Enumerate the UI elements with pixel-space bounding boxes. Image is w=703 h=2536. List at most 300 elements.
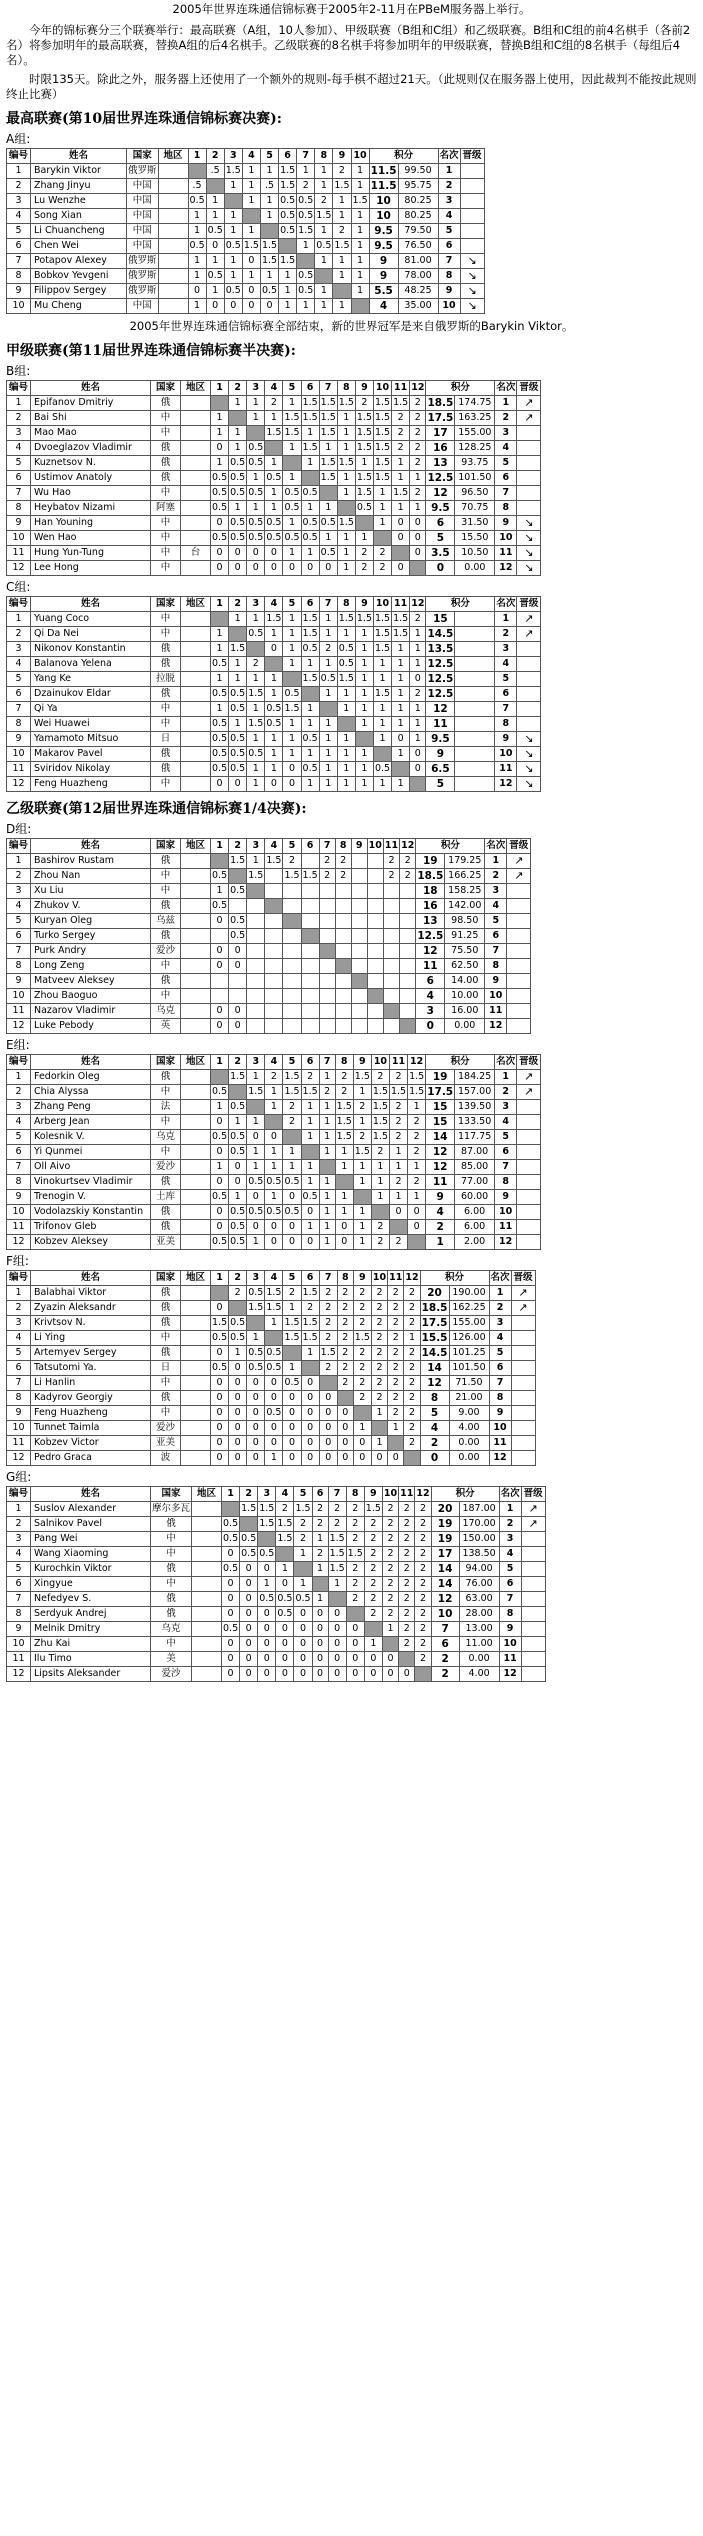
header-opponent: 11 (392, 381, 410, 396)
result-cell: 1 (373, 501, 391, 516)
player-tiebreak: 35.00 (398, 299, 438, 314)
player-country: 俄 (151, 1301, 181, 1316)
result-cell: 0.5 (211, 1331, 229, 1346)
player-region (181, 672, 211, 687)
promotion-arrow-icon: ↗ (521, 1517, 545, 1532)
result-cell: 2 (353, 1346, 371, 1361)
table-row (7, 627, 541, 642)
player-country: 土库 (151, 1190, 181, 1205)
player-tiebreak (455, 687, 495, 702)
result-cell: 0.5 (247, 1286, 265, 1301)
result-cell: 0 (211, 914, 229, 929)
result-cell: 2 (408, 1130, 426, 1145)
result-cell: 1 (229, 501, 247, 516)
table-row (7, 702, 541, 717)
player-country: 俄 (151, 1517, 192, 1532)
result-cell: 0 (319, 1391, 337, 1406)
player-no: 12 (7, 1451, 31, 1466)
player-points: 10 (431, 1607, 459, 1622)
result-cell: 1 (265, 1316, 283, 1331)
player-points: 12.5 (417, 930, 444, 942)
player-name: Pang Wei (31, 1532, 151, 1547)
player-region (192, 1517, 222, 1532)
self-cell (276, 1547, 294, 1562)
result-cell: 0 (328, 1607, 346, 1622)
player-name: Sviridov Nikolay (31, 762, 151, 777)
header-opponent: 8 (346, 1487, 364, 1502)
player-name: Feng Huazheng (31, 1406, 151, 1421)
header-opponent: 11 (383, 839, 399, 854)
result-cell: 2 (247, 657, 265, 672)
promotion-arrow-icon (521, 1577, 545, 1592)
result-cell (319, 929, 335, 944)
result-cell: 1.5 (373, 426, 391, 441)
result-cell: 2 (265, 396, 283, 411)
player-region (181, 1301, 211, 1316)
result-cell: 0 (388, 1451, 404, 1466)
result-cell: 2 (399, 1532, 415, 1547)
header-opponent: 11 (388, 1271, 404, 1286)
result-cell: 2 (319, 869, 335, 884)
result-cell: 0 (258, 1652, 276, 1667)
result-cell: 0.5 (229, 747, 247, 762)
player-tiebreak: 13.00 (459, 1622, 499, 1637)
self-cell (283, 672, 301, 687)
result-cell: 0 (211, 1019, 229, 1034)
result-cell: 1.5 (265, 854, 283, 869)
player-region (158, 269, 188, 284)
result-cell: 0 (392, 516, 410, 531)
result-cell: 2 (400, 854, 416, 869)
result-cell: 2 (346, 1532, 364, 1547)
result-cell (335, 944, 351, 959)
player-country: 波 (151, 1451, 181, 1466)
player-region (181, 1160, 211, 1175)
result-cell: 1.5 (260, 254, 278, 269)
player-rank: 12 (485, 1019, 507, 1034)
player-points: 12.5 (427, 673, 454, 685)
header-region: 地区 (158, 149, 188, 164)
player-name: Balabhai Viktor (31, 1286, 151, 1301)
result-cell: 2 (335, 854, 351, 869)
table-row (7, 914, 531, 929)
result-cell: 1 (211, 642, 229, 657)
result-cell: 1 (351, 209, 369, 224)
result-cell: 1 (301, 1100, 319, 1115)
self-cell (265, 1331, 283, 1346)
result-cell: 0 (410, 672, 426, 687)
player-region (192, 1622, 222, 1637)
player-country: 中 (151, 1637, 192, 1652)
player-name: Ilu Timo (31, 1652, 151, 1667)
standings-table (6, 596, 541, 792)
player-country: 中 (151, 411, 181, 426)
result-cell (319, 974, 335, 989)
result-cell: 1 (319, 657, 337, 672)
table-row (7, 209, 485, 224)
result-cell: 0 (410, 546, 426, 561)
table-row (7, 747, 541, 762)
result-cell: 0 (276, 1637, 294, 1652)
result-cell: 2 (337, 1301, 353, 1316)
player-tiebreak (455, 747, 495, 762)
result-cell (400, 959, 416, 974)
result-cell: 0 (294, 1622, 312, 1637)
player-region (158, 254, 188, 269)
result-cell: 0 (265, 642, 283, 657)
result-cell (319, 959, 335, 974)
result-cell: 0 (346, 1652, 364, 1667)
result-cell: 0 (247, 1436, 265, 1451)
result-cell: 1 (373, 672, 391, 687)
player-tiebreak: 166.25 (445, 869, 485, 884)
result-cell: 2 (335, 1070, 353, 1085)
result-cell: 1.5 (283, 1070, 301, 1085)
result-cell: 1.5 (371, 1100, 389, 1115)
result-cell: 0 (240, 1607, 258, 1622)
table-row (7, 1502, 546, 1517)
header-rank: 名次 (495, 381, 517, 396)
player-country: 爱沙 (151, 944, 181, 959)
player-region (181, 732, 211, 747)
result-cell: 1 (283, 396, 301, 411)
player-points: 11 (426, 717, 455, 732)
player-rank: 4 (495, 441, 517, 456)
promotion-arrow-icon (517, 642, 541, 657)
player-tiebreak: 162.25 (449, 1301, 489, 1316)
player-points: 13 (416, 914, 445, 929)
promotion-arrow-icon (517, 672, 541, 687)
header-opponent: 7 (297, 149, 315, 164)
result-cell: 1 (353, 1175, 371, 1190)
result-cell: 2 (319, 1331, 337, 1346)
header-country: 国家 (151, 1487, 192, 1502)
header-promo: 晋级 (517, 381, 541, 396)
result-cell: 2 (389, 1130, 407, 1145)
player-rank: 1 (485, 854, 507, 869)
self-cell (229, 1085, 247, 1100)
result-cell: 1 (337, 777, 355, 792)
result-cell: 0 (258, 1667, 276, 1682)
player-country: 俄 (151, 1391, 181, 1406)
result-cell: 1 (392, 642, 410, 657)
result-cell (367, 944, 383, 959)
result-cell (400, 944, 416, 959)
result-cell: 2 (364, 1547, 382, 1562)
player-tiebreak (455, 702, 495, 717)
player-tiebreak: 31.50 (455, 516, 495, 531)
result-cell: 1.5 (301, 612, 319, 627)
header-row (7, 1271, 536, 1286)
section-title: 最高联赛(第10届世界连珠通信锦标赛决赛): (6, 111, 282, 127)
player-name: Bobkov Yevgeni (31, 269, 127, 284)
table-row (7, 959, 531, 974)
result-cell: 1 (211, 411, 229, 426)
result-cell (283, 1019, 301, 1034)
result-cell (383, 959, 399, 974)
result-cell: 2 (371, 1331, 387, 1346)
result-cell: 2 (389, 1100, 407, 1115)
result-cell: 2 (410, 396, 426, 411)
self-cell (265, 899, 283, 914)
header-name: 姓名 (31, 149, 127, 164)
promotion-arrow-icon (521, 1652, 545, 1667)
result-cell (319, 1004, 335, 1019)
result-cell: 1 (355, 642, 373, 657)
result-cell: 1 (265, 762, 283, 777)
player-no: 5 (7, 1562, 31, 1577)
result-cell: 0.5 (247, 627, 265, 642)
player-points: 19 (431, 1532, 459, 1547)
table-row (7, 1220, 541, 1235)
player-country: 俄 (151, 1592, 192, 1607)
result-cell: 1 (337, 531, 355, 546)
result-cell: 2 (382, 1562, 398, 1577)
player-tiebreak: 63.00 (459, 1592, 499, 1607)
header-opponent: 12 (408, 1055, 426, 1070)
result-cell: 0 (276, 1577, 294, 1592)
self-cell (265, 441, 283, 456)
result-cell: 1.5 (373, 627, 391, 642)
result-cell: 1.5 (392, 612, 410, 627)
result-cell: 0 (229, 777, 247, 792)
result-cell: 2 (371, 1361, 387, 1376)
player-no: 9 (7, 516, 31, 531)
result-cell: 1 (408, 1160, 426, 1175)
promotion-arrow-icon (507, 1019, 531, 1034)
player-name: Fedorkin Oleg (31, 1070, 151, 1085)
table-row (7, 1070, 541, 1085)
result-cell: 2 (333, 224, 351, 239)
result-cell: 1 (392, 777, 410, 792)
player-tiebreak: 0.00 (445, 1019, 485, 1034)
result-cell: 1 (353, 1115, 371, 1130)
player-country: 俄 (151, 687, 181, 702)
result-cell: 1.5 (353, 1331, 371, 1346)
result-cell: 0.5 (211, 1361, 229, 1376)
player-points: 10 (369, 194, 398, 209)
result-cell: 1 (229, 396, 247, 411)
result-cell: 0 (211, 959, 229, 974)
player-points: 4 (420, 1421, 449, 1436)
result-cell: 0.5 (211, 1130, 229, 1145)
result-cell: 2 (404, 1406, 420, 1421)
player-tiebreak: 138.50 (459, 1547, 499, 1562)
result-cell: 1 (351, 284, 369, 299)
result-cell: 1.5 (335, 1115, 353, 1130)
player-no: 8 (7, 269, 31, 284)
result-cell (265, 959, 283, 974)
player-tiebreak: 94.00 (459, 1562, 499, 1577)
result-cell: 0.5 (265, 1175, 283, 1190)
result-cell: 1 (229, 1190, 247, 1205)
player-name: Oll Aivo (31, 1160, 151, 1175)
result-cell: 2 (388, 1346, 404, 1361)
result-cell: 1 (364, 1637, 382, 1652)
player-country: 俄 (151, 899, 181, 914)
result-cell: 0 (247, 1421, 265, 1436)
result-cell: 1 (335, 1145, 353, 1160)
result-cell: 2 (410, 486, 426, 501)
player-points: 15 (426, 1115, 455, 1130)
player-region (181, 456, 211, 471)
result-cell: 1 (408, 1100, 426, 1115)
result-cell: 1 (206, 284, 224, 299)
player-points: 4 (369, 299, 398, 314)
header-opponent: 5 (283, 597, 301, 612)
result-cell: 1.5 (373, 411, 391, 426)
self-cell (337, 1391, 353, 1406)
result-cell: 0.5 (229, 1205, 247, 1220)
player-country: 中国 (127, 239, 159, 254)
result-cell: 1 (188, 269, 206, 284)
group-label: G组: (6, 1470, 32, 1484)
result-cell: 0 (211, 561, 229, 576)
result-cell: 1 (242, 194, 260, 209)
result-cell: 1 (188, 209, 206, 224)
result-cell (283, 884, 301, 899)
result-cell: 1.5 (371, 1130, 389, 1145)
header-opponent: 4 (265, 597, 283, 612)
player-tiebreak: 48.25 (398, 284, 438, 299)
player-name: Xu Liu (31, 884, 151, 899)
result-cell: 1 (388, 1421, 404, 1436)
promotion-arrow-icon (511, 1361, 535, 1376)
result-cell: 2 (399, 1502, 415, 1517)
player-tiebreak: 70.75 (455, 501, 495, 516)
result-cell: 1 (211, 627, 229, 642)
self-cell (410, 777, 426, 792)
table-row (7, 1004, 531, 1019)
result-cell: 1 (247, 471, 265, 486)
result-cell: 0 (312, 1637, 328, 1652)
result-cell: 1 (279, 284, 297, 299)
header-opponent: 10 (371, 1055, 389, 1070)
group-label: C组: (6, 580, 31, 594)
header-opponent: 6 (312, 1487, 328, 1502)
player-name: Lee Hong (31, 561, 151, 576)
player-country: 中 (151, 486, 181, 501)
result-cell: 0.5 (279, 209, 297, 224)
result-cell: 1 (351, 164, 369, 179)
self-cell (229, 869, 247, 884)
result-cell (301, 989, 319, 1004)
result-cell: 0.5 (297, 209, 315, 224)
self-cell (333, 284, 351, 299)
player-no: 3 (7, 194, 31, 209)
player-tiebreak: 10.00 (445, 989, 485, 1004)
table-row (7, 612, 541, 627)
result-cell: 1 (319, 687, 337, 702)
player-tiebreak: 158.25 (445, 884, 485, 899)
header-promo: 晋级 (511, 1271, 535, 1286)
table-row (7, 1160, 541, 1175)
result-cell (247, 944, 265, 959)
self-cell (265, 657, 283, 672)
player-rank: 9 (489, 1406, 511, 1421)
player-points: 17.5 (427, 412, 454, 424)
table-row (7, 1637, 546, 1652)
header-opponent: 7 (319, 1271, 337, 1286)
header-rank: 名次 (485, 839, 507, 854)
result-cell (301, 899, 319, 914)
table-row (7, 194, 485, 209)
result-cell: 1 (355, 717, 373, 732)
table-row (7, 239, 485, 254)
player-name: Han Youning (31, 516, 151, 531)
result-cell: 1 (389, 1160, 407, 1175)
player-country: 乌克 (151, 1622, 192, 1637)
header-rank: 名次 (495, 1055, 517, 1070)
player-region (158, 209, 188, 224)
result-cell: 0.5 (279, 224, 297, 239)
player-rank: 10 (499, 1637, 521, 1652)
player-rank: 9 (495, 732, 517, 747)
result-cell: 0.5 (265, 702, 283, 717)
result-cell: 0 (211, 1145, 229, 1160)
result-cell: 0 (247, 1451, 265, 1466)
player-name: Turko Sergey (31, 929, 151, 944)
result-cell (229, 974, 247, 989)
result-cell: 0.5 (188, 239, 206, 254)
header-opponent: 2 (229, 839, 247, 854)
player-rank: 4 (438, 209, 460, 224)
result-cell: 1 (319, 1235, 335, 1250)
result-cell: 1.5 (364, 1502, 382, 1517)
player-rank: 4 (499, 1547, 521, 1562)
player-name: Luke Pebody (31, 1019, 151, 1034)
result-cell (367, 974, 383, 989)
result-cell: 1 (337, 762, 355, 777)
player-name: Lu Wenzhe (31, 194, 127, 209)
result-cell: 1 (301, 1175, 319, 1190)
promotion-arrow-icon (517, 471, 541, 486)
header-opponent: 6 (301, 1271, 319, 1286)
self-cell (283, 1346, 301, 1361)
player-points: 5 (426, 777, 455, 792)
result-cell: 0 (301, 1391, 319, 1406)
result-cell: 2 (415, 1517, 431, 1532)
player-name: Vodolazskiy Konstantin (31, 1205, 151, 1220)
result-cell: 1 (301, 717, 319, 732)
result-cell: 0 (247, 1220, 265, 1235)
player-region (158, 164, 188, 179)
player-region (181, 989, 211, 1004)
player-tiebreak: 0.00 (459, 1652, 499, 1667)
result-cell: 0 (319, 1451, 337, 1466)
player-no: 5 (7, 1130, 31, 1145)
player-region (181, 687, 211, 702)
player-rank: 11 (495, 1220, 517, 1235)
promotion-arrow-icon (460, 209, 484, 224)
table-row (7, 1361, 536, 1376)
result-cell: 2 (328, 1502, 346, 1517)
result-cell: 0 (222, 1592, 240, 1607)
player-name: Qi Ya (31, 702, 151, 717)
player-region (181, 1115, 211, 1130)
result-cell: 0.5 (211, 732, 229, 747)
result-cell: 1 (301, 426, 319, 441)
table-row (7, 854, 531, 869)
result-cell (335, 989, 351, 1004)
player-no: 8 (7, 501, 31, 516)
header-opponent: 5 (283, 381, 301, 396)
result-cell: 1.5 (283, 426, 301, 441)
player-points: 19 (431, 1517, 459, 1532)
result-cell: 1.5 (283, 869, 301, 884)
header-name: 姓名 (31, 1055, 151, 1070)
player-tiebreak: 0.00 (455, 561, 495, 576)
